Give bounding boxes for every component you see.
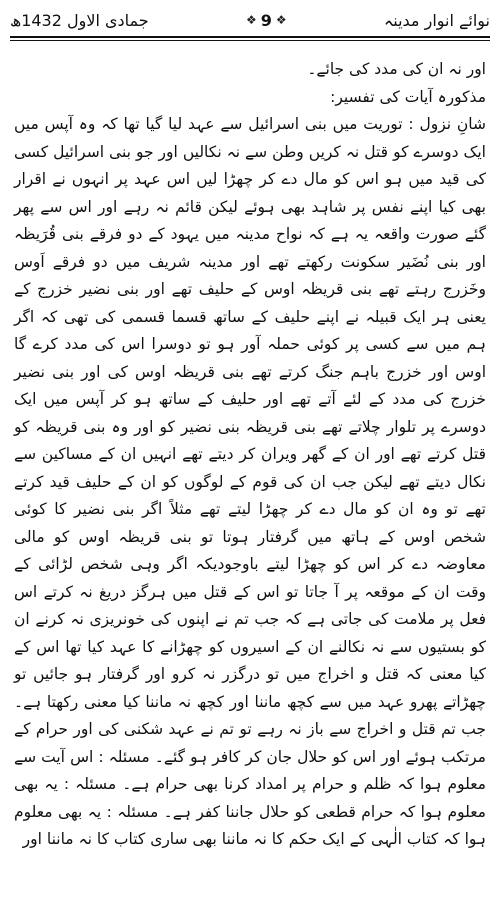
page-number: 9 bbox=[260, 10, 272, 30]
magazine-title: نوائے انوار مدینہ bbox=[383, 10, 490, 30]
issue-date: جمادی الاول 1432ھ bbox=[10, 10, 149, 30]
header-rule-thin bbox=[10, 40, 490, 41]
right-ornament-icon: ❖ bbox=[275, 13, 287, 27]
page-header bbox=[10, 6, 490, 34]
article-paragraph: شانِ نزول : توریت میں بنی اسرائیل سے عہد لیا گیا تھا کہ وہ آپس میں ایک دوسرے کو قتل نہ کریں وطن سے نہ نکالیں اور جو بنی اسرائیل کسی کی قید میں ہو اس کو مال دے کر چھڑا لیں اس عہد پر انہوں نے اقرار بھی کیا اپنے نفس پر شاہد بھی ہوئے لیکن قائم نہ رہے اور اس سے پھر گئے صورت واقعہ یہ ہے کہ نواح مدینہ میں یہود کے دو فرقے بنی قُرَیظہ اور بنی نُضَیر سکونت رکھتے تھے اور مدینہ شریف میں دو فرقے اَوس وخَزرج رہتے تھے بنی قریظہ اوس کے حلیف تھے اور بنی نضیر خزرج کے یعنی ہر ایک قبیلہ نے اپنے حلیف کے ساتھ قسما قسمی کی تھی کہ اگر ہم میں سے کسی پر کوئی حملہ آور ہو تو دوسرا اس کی مدد کرے گا اوس اور خزرج باہم جنگ کرتے تھے بنی قریظہ اوس کی اور بنی نضیر خزرج کی مدد کے لئے آتے تھے اور حلیف کے ساتھ ہو کر آپس میں ایک دوسرے پر تلوار چلاتے تھے بنی قریظہ بنی نضیر کو اور وہ بنی قریظہ کو قتل کرتے تھے اور ان کے گھر ویران کر دیتے تھے انہیں ان کے مساکین سے نکال دیتے تھے لیکن جب ان کی قوم کے لوگوں کو ان کے حلیف قید کرتے تھے تو وہ ان کو مال دے کر چھڑا لیتے تھے مثلاً اگر بنی نضیر کا کوئی شخص اوس کے ہاتھ میں گرفتار ہوتا تو بنی قریظہ اوس کو مالی معاوضہ دے کر اس کو چھڑا لیتے باوجودیکہ اگر وہی شخص لڑائی کے وقت ان کے موقعہ پر آ جاتا تو اس کے قتل میں ہرگز دریغ نہ کرتے اس فعل پر ملامت کی جاتی ہے کہ جب تم نے اپنوں کی خونریزی نہ کرنے ان کو بستیوں سے نہ نکالنے ان کے اسیروں کو چھڑانے کا عہد کیا تھا اس کے کیا معنی کہ قتل و اخراج میں تو درگزر نہ کرو اور گرفتار ہو جائیں تو چھڑاتے پھرو عہد میں سے کچھ ماننا اور کچھ نہ ماننا کیا معنی رکھتا ہے۔ جب تم قتل و اخراج سے باز نہ رہے تو تم نے عہد شکنی کی اور حرام کے مرتکب ہوئے اور اس کو حلال جان کر کافر ہو گئے۔ مسئلہ : اس آیت سے معلوم ہوا کہ ظلم و حرام پر امداد کرنا بھی حرام ہے۔ مسئلہ : یہ بھی معلوم ہوا کہ حرام قطعی کو حلال جاننا کفر ہے۔ مسئلہ : یہ بھی معلوم ہوا کہ کتاب الٰہی کے ایک حکم کا نہ ماننا بھی ساری کتاب کا نہ ماننا اور bbox=[14, 115, 486, 848]
left-ornament-icon: ❖ bbox=[245, 13, 257, 27]
section-heading: مذکورہ آیات کی تفسیر: bbox=[330, 87, 486, 106]
article-body bbox=[14, 56, 486, 894]
page-number-ornament bbox=[246, 11, 287, 30]
header-rule bbox=[10, 36, 490, 38]
intro-line: اور نہ ان کی مدد کی جائے۔ bbox=[307, 60, 486, 78]
